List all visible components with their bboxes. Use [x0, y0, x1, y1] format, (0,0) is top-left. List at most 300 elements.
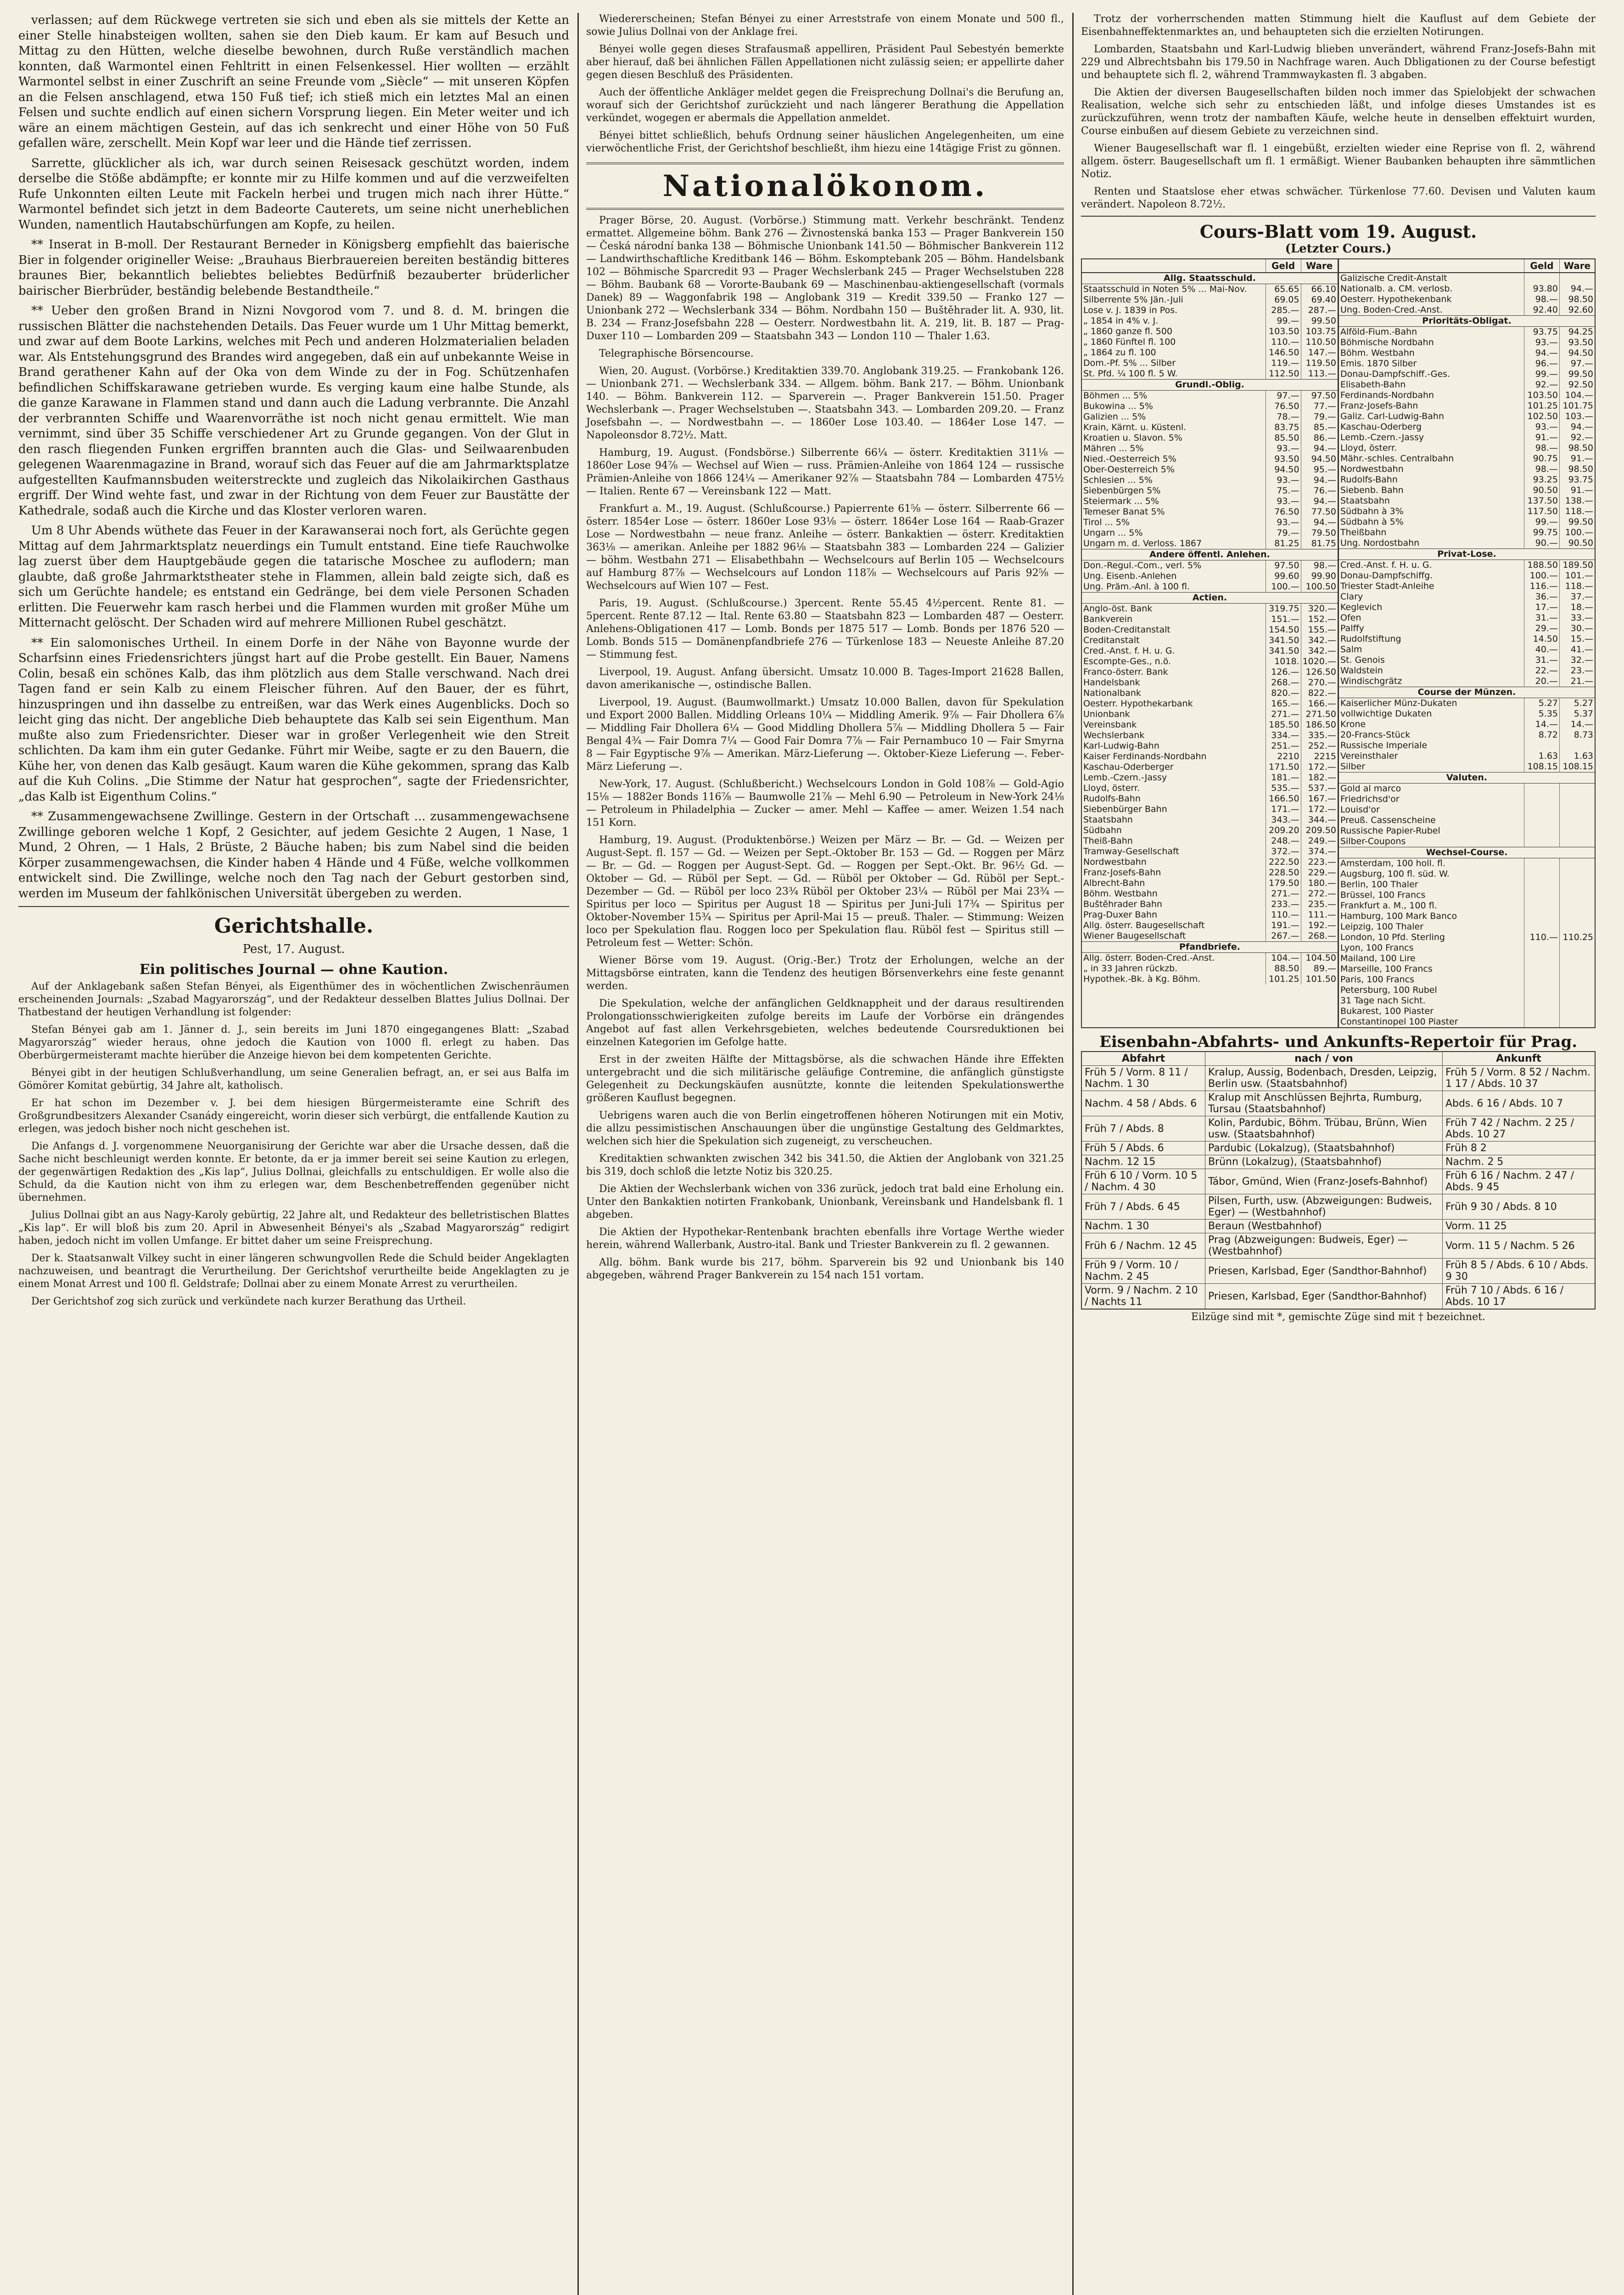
security-name: Frankfurt a. M., 100 fl. [1340, 901, 1437, 911]
geld-value: 29.— [1524, 623, 1560, 634]
course-row [1339, 571, 1595, 581]
course-row [1339, 348, 1595, 358]
ware-value: 92.60 [1560, 305, 1595, 316]
geld-value [1524, 869, 1560, 879]
ware-value: 89.— [1301, 963, 1338, 974]
course-row [1082, 528, 1338, 538]
rail-departure-times: Früh 6 10 / Vorm. 10 5 / Nachm. 4 30 [1081, 1169, 1205, 1194]
security-name: Waldstein [1340, 666, 1383, 676]
course-row [1339, 655, 1595, 666]
geld-value: 267.— [1266, 931, 1301, 942]
article-paragraph: ** Zusammengewachsene Zwillinge. Gestern in der Ortschaft ... zusammengewachsene Zwillinge geboren welche 1 Kopf, 2 Gesichter, auf jedem Gesichte 2 Augen, 1 Nase, 1 Mund, 2 Ohren, — 1 Hals, 2 Brüste, 2 Bäuche haben; bis zum Nabel sind die beiden Körper zusammengewachsen, die Kinder haben 4 Hände und 4 Füße, welche vollkommen entwickelt sind. Die Zwillinge, welche noch den Tag nach der Geburt gestorben sind, werden im Museum der fahlkönischen Universität übergeben zu werden. [18, 810, 569, 901]
geld-value: 103.50 [1524, 390, 1560, 401]
course-row [1339, 676, 1595, 687]
security-name: St. Genois [1340, 655, 1385, 665]
ware-value: 76.— [1301, 486, 1338, 496]
ware-value: 90.50 [1560, 538, 1595, 549]
course-category-label: Privat-Lose. [1339, 549, 1595, 560]
course-row [1339, 327, 1595, 338]
security-name: Gold al marco [1340, 784, 1401, 794]
course-row [1339, 953, 1595, 964]
course-category-label: Andere öffentl. Anlehen. [1082, 549, 1338, 560]
geld-value [1524, 1017, 1560, 1027]
course-row [1339, 305, 1595, 316]
geld-value: 94.— [1524, 348, 1560, 358]
geld-value: 271.— [1266, 889, 1301, 899]
course-row [1339, 964, 1595, 974]
rail-arrival-times: Vorm. 11 5 / Nachm. 5 26 [1442, 1233, 1595, 1259]
ware-value: 342.— [1301, 635, 1338, 646]
security-name: Augsburg, 100 fl. süd. W. [1340, 869, 1450, 879]
course-row [1082, 305, 1338, 316]
ware-value: 1.63 [1560, 751, 1595, 761]
security-name: Unionbank [1083, 709, 1130, 719]
article-paragraph: Er hat schon im Dezember v. J. bei dem hiesigen Bürgermeisteramte eine Schrift des Großgrundbesitzers Alexander Csanády eingereicht, worin dieser sich verbürgt, die entfallende Kaution zu erlegen, was jedoch bisher noch nicht geschehen ist. [18, 1097, 569, 1135]
article-paragraph: Die Aktien der Hypothekar-Rentenbank brachten ebenfalls ihre Vortage Werthe wieder herein, während Wallerbank, Austro-ital. Bank und Triester Bankverein zu fl. 2 gewannen. [586, 1226, 1064, 1251]
geld-value: 22.— [1524, 666, 1560, 676]
security-name: Escompte-Ges., n.ö. [1083, 656, 1171, 666]
geld-value: 112.50 [1266, 369, 1301, 380]
geld-value: 1018. [1266, 656, 1301, 667]
course-row [1082, 625, 1338, 635]
geld-value [1524, 273, 1560, 284]
course-row [1082, 677, 1338, 688]
railway-footnote: Eilzüge sind mit *, gemischte Züge sind mit † bezeichnet. [1191, 1311, 1486, 1323]
security-name: Kaiser Ferdinands-Nordbahn [1083, 751, 1207, 761]
security-name: Mähren ... 5% [1083, 443, 1144, 453]
ware-value: 103.75 [1301, 326, 1338, 337]
course-category-row [1339, 687, 1595, 698]
geld-value: 228.50 [1266, 868, 1301, 878]
ware-value: 99.50 [1560, 369, 1595, 380]
ware-value: 81.75 [1301, 538, 1338, 549]
course-row [1082, 486, 1338, 496]
security-name: Allg. österr. Boden-Cred.-Anst. [1083, 953, 1215, 963]
rail-row [1081, 1116, 1595, 1142]
column-header-geld: Geld [1266, 259, 1301, 273]
course-row [1339, 401, 1595, 411]
ware-value: 822.— [1301, 688, 1338, 699]
course-category-row [1082, 273, 1338, 284]
security-name: Franz-Josefs-Bahn [1340, 401, 1418, 411]
geld-value [1524, 740, 1560, 751]
ware-value: 152.— [1301, 614, 1338, 625]
security-name: Krain, Kärnt. u. Küstenl. [1083, 422, 1187, 432]
security-name: „ in 33 Jahren rückzb. [1083, 963, 1178, 974]
ware-value: 85.— [1301, 422, 1338, 433]
geld-value: 319.75 [1266, 604, 1301, 615]
article-paragraph: Renten und Staatslose eher etwas schwächer. Türkenlose 77.60. Devisen und Valuten kaum verändert. Napoleon 8.72½. [1081, 186, 1596, 210]
geld-value: 98.— [1524, 443, 1560, 453]
course-row [1339, 273, 1595, 284]
geld-value: 171.50 [1266, 762, 1301, 772]
course-row [1082, 931, 1338, 942]
geld-value: 222.50 [1266, 857, 1301, 868]
course-row [1082, 422, 1338, 433]
column-header-ware: Ware [1301, 259, 1338, 273]
rail-arrival-times: Nachm. 2 5 [1442, 1155, 1595, 1169]
security-name: Lemb.-Czern.-Jassy [1340, 432, 1424, 442]
geld-value: 2210 [1266, 751, 1301, 762]
security-name: Lloyd, österr. [1083, 783, 1140, 793]
geld-value: 83.75 [1266, 422, 1301, 433]
court-article-body [18, 980, 569, 1308]
court-article-headline: Ein politisches Journal — ohne Kaution. [139, 962, 448, 978]
ware-value: 94.— [1560, 422, 1595, 432]
ware-value [1560, 985, 1595, 996]
course-row [1339, 879, 1595, 890]
geld-value: 191.— [1266, 920, 1301, 931]
column-middle [577, 13, 1064, 2295]
geld-value: 188.50 [1524, 560, 1560, 571]
course-row [1082, 857, 1338, 868]
course-row [1082, 783, 1338, 794]
ware-value: 270.— [1301, 677, 1338, 688]
course-row [1082, 920, 1338, 931]
course-row [1082, 899, 1338, 910]
geld-value: 102.50 [1524, 411, 1560, 422]
course-row [1339, 443, 1595, 453]
security-name: Südbahn à 3% [1340, 506, 1404, 516]
security-name: Ober-Oesterreich 5% [1083, 465, 1175, 475]
geld-value: 93.— [1524, 422, 1560, 432]
security-name: Russische Imperiale [1340, 740, 1428, 750]
rail-arrival-times: Früh 6 16 / Nachm. 2 47 / Abds. 9 45 [1442, 1169, 1595, 1194]
geld-value: 36.— [1524, 592, 1560, 602]
course-row [1082, 720, 1338, 730]
geld-value: 98.— [1524, 294, 1560, 305]
security-name: Donau-Dampfschiffg. [1340, 571, 1433, 581]
ware-value: 249.— [1301, 836, 1338, 846]
article-paragraph: Auch der öffentliche Ankläger meldet gegen die Freisprechung Dollnai's die Berufung an, worauf sich der Gerichtshof zurückzieht und nach längerer Berathung die Appellation verkündet, wogegen er abermals die Appellation anmeldet. [586, 87, 1064, 124]
rail-route: Tábor, Gmünd, Wien (Franz-Josefs-Bahnhof) [1205, 1169, 1442, 1194]
ware-value: 93.50 [1560, 337, 1595, 348]
security-name: Hypothek.-Bk. à Kg. Böhm. [1083, 974, 1201, 984]
ware-value [1560, 794, 1595, 805]
geld-value: 101.25 [1524, 401, 1560, 411]
security-name: Galizien ... 5% [1083, 412, 1146, 422]
article-paragraph: Der k. Staatsanwalt Vilkey sucht in einer längeren schwungvollen Rede die Schuld beider Angeklagten nachzuweisen, und beantragt die Verurtheilung. Der Gerichtshof verurtheilte beide Angeklagten zu je einem Monat Arrest und 100 fl. Geldstrafe; Dollnai aber zu einem Monate Arrest zu verurtheilen. [18, 1253, 569, 1290]
security-name: Bankverein [1083, 614, 1133, 624]
course-row [1082, 688, 1338, 699]
geld-value: 285.— [1266, 305, 1301, 316]
geld-value: 93.75 [1524, 327, 1560, 338]
ware-value: 99.50 [1560, 517, 1595, 527]
course-row [1339, 358, 1595, 369]
article-paragraph: Hamburg, 19. August. (Fondsbörse.) Silberrente 66¼ — österr. Kreditaktien 311⅛ — 1860er Lose 94⅞ — Wechsel auf Wien — russ. Prämien-Anleihe von 1864 124 — russische Prämien-Anleihe von 1866 124¼ — Amerikaner 92⅞ — Staatsbahn 784 — Lombarden 475½ — Italien. Rente 67 — Vereinsbank 122 — Matt. [586, 447, 1064, 497]
geld-value: 116.— [1524, 581, 1560, 592]
ware-value: 98.— [1301, 560, 1338, 571]
geld-value: 535.— [1266, 783, 1301, 794]
geld-value: 14.50 [1524, 634, 1560, 644]
ware-value: 91.— [1560, 485, 1595, 496]
course-row [1082, 667, 1338, 677]
market-report-continued [1081, 13, 1596, 211]
security-name: Hamburg, 100 Mark Banco [1340, 911, 1457, 921]
geld-value [1524, 784, 1560, 795]
security-name: Leipzig, 100 Thaler [1340, 922, 1424, 932]
security-name: Nordwestbahn [1083, 857, 1147, 867]
security-name: Böhmische Nordbahn [1340, 337, 1434, 347]
security-name: Böhmen ... 5% [1083, 391, 1148, 401]
security-name: Keglevich [1340, 602, 1383, 612]
ware-value: 77.50 [1301, 507, 1338, 517]
course-row [1082, 496, 1338, 507]
security-name: Triester Stadt-Anleihe [1340, 581, 1434, 591]
security-name: Donau-Dampfschiff.-Ges. [1340, 369, 1450, 379]
security-name: „ 1860 Fünftel fl. 100 [1083, 337, 1176, 347]
rail-departure-times: Früh 7 / Abds. 6 45 [1081, 1194, 1205, 1220]
rail-row [1081, 1284, 1595, 1310]
geld-value: 81.25 [1266, 538, 1301, 549]
security-name: Südbahn [1083, 825, 1122, 835]
rail-row [1081, 1169, 1595, 1194]
course-row [1339, 974, 1595, 985]
security-name: Ofen [1340, 613, 1361, 623]
ware-value: 104.— [1560, 390, 1595, 401]
geld-value: 93.— [1266, 475, 1301, 486]
column-header-ware: Ware [1560, 259, 1595, 273]
security-name: Petersburg, 100 Rubel [1340, 985, 1437, 995]
course-row [1082, 656, 1338, 667]
geld-value: 166.50 [1266, 794, 1301, 804]
ware-value: 92.50 [1560, 380, 1595, 390]
course-row [1339, 475, 1595, 485]
article-paragraph: verlassen; auf dem Rückwege vertreten sie sich und eben als sie mittels der Kette an einer Stelle hinabsteigen wollten, sahen sie den Dieb kaum. Er kam auf Besuch und Mittag zu den Hütten, welche dieselbe bewohnen, durch Ruße verständlich machen konnten, daß Warmontel einen Fehltritt in einen Felsenkessel. Hier wollten — erzählt Warmontel selbst in einer Zuschrift an seine Freunde vom „Siècle“ — mit unseren Köpfen an die Felsen anschlagend, etwa 150 Fuß tief; ich stieß mich ein letztes Mal an einen Felsen und suchte endlich auf einen sichern Vorsprung liegen. Ein Meter weiter und ich wäre an einem mächtigen Gestein, auf das ich senkrecht und einer Höhe von 50 Fuß gefallen wäre, zerschellt. Mein Kopf war leer und die Hände tief zerrissen. [18, 13, 569, 150]
geld-value: 101.25 [1266, 974, 1301, 985]
security-name: Amsterdam, 100 holl. fl. [1340, 858, 1445, 868]
security-name: Schlesien ... 5% [1083, 475, 1153, 485]
article-paragraph: ** Ein salomonisches Urtheil. In einem Dorfe in der Nähe von Bayonne wurde der Scharfsinn eines Friedensrichters jüngst hart auf die Probe gestellt. Ein Bauer, Namens Colin, besaß ein schönes Kalb, das ihm plötzlich aus dem Stalle verschwand. Nach drei Tagen fand er sein Kalb zu einem Fleischer führen. Auf den Bauer, der es führt, hinzuspringen und ihn dasselbe zu entreißen, war das Werk eines Augenblicks. Doch so leicht ging das nicht. Der angebliche Dieb behauptete das Kalb sei sein Eigenthum. Man mußte also zum Friedensrichter. Dieser war in großer Verlegenheit wie den Streit schlichten. Da kam ihm ein guter Gedanke. Führt mir Weibe, sagte er zu den Bauern, die Kühe her, von denen das Kalb gesäugt. Kaum waren die Kühe gekommen, sprang das Kalb auf die Kuh Colins. „Die Stimme der Natur hat gesprochen“, sagte der Friedensrichter, „das Kalb ist Eigenthum Colins.“ [18, 636, 569, 804]
rail-departure-times: Nachm. 12 15 [1081, 1155, 1205, 1169]
security-name: Albrecht-Bahn [1083, 878, 1145, 888]
rail-departure-times: Früh 7 / Abds. 8 [1081, 1116, 1205, 1142]
course-category-label: Actien. [1082, 593, 1338, 604]
security-name: Staatsbahn [1340, 496, 1390, 506]
ware-value: 119.50 [1301, 358, 1338, 369]
geld-value: 31.— [1524, 655, 1560, 666]
course-row [1339, 432, 1595, 443]
geld-value: 99.— [1524, 517, 1560, 527]
geld-value: 271.— [1266, 709, 1301, 720]
course-row [1339, 911, 1595, 922]
article-paragraph: Bényei gibt in der heutigen Schlußverhandlung, um seine Generalien befragt, an, er sei aus Balfa im Gömörer Komitat gebürtig, 34 Jahre alt, katholisch. [18, 1067, 569, 1092]
ware-value: 14.— [1560, 719, 1595, 730]
course-row [1082, 316, 1338, 326]
course-row [1339, 943, 1595, 953]
course-row [1339, 719, 1595, 730]
geld-value: 76.50 [1266, 401, 1301, 412]
rail-arrival-times: Abds. 6 16 / Abds. 10 7 [1442, 1091, 1595, 1116]
ware-value: 138.— [1560, 496, 1595, 506]
geld-value: 65.65 [1266, 284, 1301, 295]
ware-value: 155.— [1301, 625, 1338, 635]
ware-value: 320.— [1301, 604, 1338, 615]
geld-value: 181.— [1266, 772, 1301, 783]
geld-value [1524, 879, 1560, 890]
course-row [1339, 538, 1595, 549]
security-name: Oesterr. Hypothekarbank [1083, 699, 1193, 709]
geld-value [1524, 911, 1560, 922]
security-name: Anglo-öst. Bank [1083, 604, 1153, 614]
rail-arrival-times: Früh 7 42 / Nachm. 2 25 / Abds. 10 27 [1442, 1116, 1595, 1142]
geld-value [1524, 794, 1560, 805]
course-row [1082, 910, 1338, 920]
course-row [1339, 602, 1595, 613]
course-row [1082, 412, 1338, 422]
security-name: Prag-Duxer Bahn [1083, 910, 1158, 920]
security-name: Friedrichsd'or [1340, 794, 1400, 804]
ware-value: 118.— [1560, 506, 1595, 517]
course-row [1339, 506, 1595, 517]
course-row [1082, 794, 1338, 804]
ware-value: 335.— [1301, 730, 1338, 741]
ware-value: 126.50 [1301, 667, 1338, 677]
geld-value: 209.20 [1266, 825, 1301, 836]
ware-value: 118.— [1560, 581, 1595, 592]
geld-value: 76.50 [1266, 507, 1301, 517]
course-row [1339, 1017, 1595, 1027]
course-row [1082, 878, 1338, 889]
rail-arrival-times: Früh 7 10 / Abds. 6 16 / Abds. 10 17 [1442, 1284, 1595, 1310]
ware-value: 30.— [1560, 623, 1595, 634]
security-name: Franz-Josefs-Bahn [1083, 868, 1161, 878]
ware-value: 167.— [1301, 794, 1338, 804]
railway-timetable-title: Eisenbahn-Abfahrts- und Ankunfts-Repertoir für Prag. [1099, 1033, 1578, 1051]
security-name: Böhm. Westbahn [1340, 348, 1415, 358]
course-row [1082, 401, 1338, 412]
rail-arrival-times: Früh 8 2 [1442, 1142, 1595, 1155]
article-paragraph: Lombarden, Staatsbahn und Karl-Ludwig blieben unverändert, während Franz-Josefs-Bahn mit 229 und Albrechtsbahn bis 179.50 in Nachfrage waren. Auch Dbligationen zu der Course befestigt und behauptete sich fl. 2, während Trammwaykasten fl. 3 abgaben. [1081, 44, 1596, 81]
security-name: Silber [1340, 761, 1366, 772]
course-row [1339, 623, 1595, 634]
ware-value: 100.— [1560, 527, 1595, 538]
security-name: Wechslerbank [1083, 730, 1145, 740]
course-row [1339, 922, 1595, 932]
course-row [1082, 369, 1338, 380]
court-dateline: Pest, 17. August. [242, 942, 345, 956]
geld-value: 5.35 [1524, 709, 1560, 719]
ware-value: 101.50 [1301, 974, 1338, 985]
geld-value [1524, 953, 1560, 964]
course-category-row [1082, 380, 1338, 391]
ware-value [1560, 858, 1595, 869]
ware-value: 77.— [1301, 401, 1338, 412]
security-name: London, 10 Pfd. Sterling [1340, 932, 1445, 942]
geld-value: 8.72 [1524, 730, 1560, 740]
security-name: Lemb.-Czern.-Jassy [1083, 772, 1167, 783]
ware-value [1560, 911, 1595, 922]
article-paragraph: Wiedererscheinen; Stefan Bényei zu einer Arreststrafe von einem Monate und 500 fl., sowie Julius Dollnai von der Anklage frei. [586, 13, 1064, 38]
rail-row [1081, 1091, 1595, 1116]
ware-value: 99.90 [1301, 571, 1338, 582]
article-paragraph: Der Gerichtshof zog sich zurück und verkündete nach kurzer Berathung das Urtheil. [31, 1296, 466, 1307]
geld-value: 90.— [1524, 538, 1560, 549]
article-paragraph: Kreditaktien schwankten zwischen 342 bis 341.50, die Aktien der Anglobank von 321.25 bis 319, doch schloß die letzte Notiz bis 320.25. [586, 1153, 1064, 1177]
ware-value: 113.— [1301, 369, 1338, 380]
ware-value: 272.— [1301, 889, 1338, 899]
security-name: 20-Francs-Stück [1340, 730, 1411, 740]
ware-value [1560, 974, 1595, 985]
security-name: Buštěhrader Bahn [1083, 899, 1162, 909]
security-name: Theißbahn [1340, 527, 1387, 537]
geld-value: 99.75 [1524, 527, 1560, 538]
security-name: Ungarn ... 5% [1083, 528, 1143, 538]
geld-value: 93.80 [1524, 284, 1560, 294]
course-row [1339, 644, 1595, 655]
security-name: Siebenbürger Bahn [1083, 804, 1167, 814]
geld-value: 14.— [1524, 719, 1560, 730]
geld-value: 119.— [1266, 358, 1301, 369]
security-name: Alföld-Fium.-Bahn [1340, 327, 1417, 337]
rail-route: Prag (Abzweigungen: Budweis, Eger) — (Westbahnhof) [1205, 1233, 1442, 1259]
ware-value: 110.25 [1560, 932, 1595, 943]
security-name: Nationalb. a. CM. verlosb. [1340, 284, 1453, 294]
course-category-row [1082, 942, 1338, 953]
course-sheet-table [1081, 258, 1596, 1028]
security-name: Bukarest, 100 Piaster [1340, 1006, 1434, 1016]
geld-value: 110.— [1524, 932, 1560, 943]
article-paragraph: Die Aktien der Wechslerbank wichen von 336 zurück, jedoch trat bald eine Erholung ein. Unter den Bankaktien notirten Frankobank, Unionbank, Vereinsbank und Handelsbank fl. 1 abgeben. [586, 1183, 1064, 1220]
security-name: Südbahn à 5% [1340, 517, 1404, 527]
court-section-title: Gerichtshalle. [214, 914, 374, 938]
geld-value: 97.50 [1266, 560, 1301, 571]
article-paragraph: Frankfurt a. M., 19. August. (Schlußcourse.) Papierrente 61⅝ — österr. Silberrente 66 — österr. 1854er Lose — österr. 1860er Lose 93⅛ — österr. 1864er Lose 164 — Raab-Grazer Lose — Nordwestbahn — neue franz. Anleihe — österr. Bankaktien — österr. Kreditaktien 363⅛ — amerikan. Anleihe per 1882 96⅛ — Staatsbahn 383 — Lombarden 224 — Galizier — böhm. Westbahn 271 — Elisabethbahn — Wechselcours auf Berlin 105 — Wechselcours auf Hamburg 87⅞ — Wechselcours auf London 118⅞ — Wechselcours auf Paris 92⅝ — Wechselcours auf Wien 107 — Fest. [586, 503, 1064, 592]
course-sheet-subtitle: (Letzter Cours.) [1285, 242, 1392, 256]
security-name: Ungarn m. d. Verloss. 1867 [1083, 538, 1202, 549]
security-name: Lose v. J. 1839 in Pos. [1083, 305, 1178, 315]
security-name: Kaschau-Oderberg [1340, 422, 1422, 432]
ware-value: 99.50 [1301, 316, 1338, 326]
geld-value: 251.— [1266, 741, 1301, 751]
ware-value [1560, 273, 1595, 284]
course-row [1082, 517, 1338, 528]
security-name: Mailand, 100 Lire [1340, 953, 1416, 963]
rail-departure-times: Früh 5 / Vorm. 8 11 / Nachm. 1 30 [1081, 1066, 1205, 1091]
security-name: vollwichtige Dukaten [1340, 709, 1432, 719]
security-name: Allg. österr. Baugesellschaft [1083, 920, 1205, 930]
ware-value: 92.— [1560, 432, 1595, 443]
security-name: Galizische Credit-Anstalt [1340, 273, 1447, 283]
rail-route: Kolin, Pardubic, Böhm. Trübau, Brünn, Wien usw. (Staatsbahnhof) [1205, 1116, 1442, 1142]
course-row [1339, 890, 1595, 901]
course-row [1339, 464, 1595, 475]
geld-value: 110.— [1266, 910, 1301, 920]
ware-value: 98.50 [1560, 443, 1595, 453]
course-table-right [1339, 259, 1595, 1027]
course-row [1082, 762, 1338, 772]
course-category-label: Valuten. [1339, 772, 1595, 784]
geld-value: 40.— [1524, 644, 1560, 655]
ware-value: 95.— [1301, 465, 1338, 475]
column-right [1072, 13, 1596, 2295]
ware-value: 98.50 [1560, 294, 1595, 305]
course-row [1082, 741, 1338, 751]
course-row [1082, 538, 1338, 549]
ware-value: 110.50 [1301, 337, 1338, 347]
security-name: Nordwestbahn [1340, 464, 1404, 474]
security-name: Cred.-Anst. f. H. u. G. [1083, 646, 1175, 656]
ware-value [1560, 890, 1595, 901]
ware-value: 192.— [1301, 920, 1338, 931]
ware-value: 186.50 [1301, 720, 1338, 730]
geld-value: 165.— [1266, 699, 1301, 709]
course-row [1082, 443, 1338, 454]
course-row [1082, 507, 1338, 517]
security-name: St. Pfd. ¼ 100 fl. 5 W. [1083, 369, 1178, 379]
article-paragraph: ** Inserat in B-moll. Der Restaurant Berneder in Königsberg empfiehlt das baierische Bier in folgender origineller Weise: „Brauhaus Bierbrauereien bereiten beständig bitteres braunes Bier, bekanntlich beliebtes beliebtes Bedürfniß bezauberter brüderlicher bairischer Bierbrüder, beständig belebende Bestandtheile.“ [18, 238, 569, 298]
rail-departure-times: Früh 5 / Abds. 6 [1081, 1142, 1205, 1155]
